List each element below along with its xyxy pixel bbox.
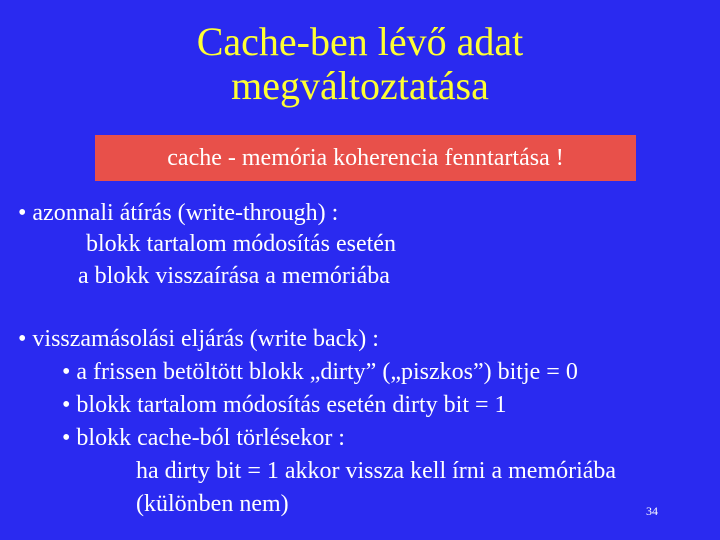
bullet: •	[62, 425, 71, 451]
section2-heading-text: visszamásolási eljárás (write back) :	[32, 326, 379, 352]
section1-heading-text: azonnali átírás (write-through) :	[32, 200, 339, 226]
page-number: 34	[646, 504, 658, 518]
section2-item1	[62, 358, 578, 386]
section2-item2	[62, 391, 507, 419]
title-line-2: megváltoztatása	[231, 63, 489, 108]
section1-heading	[18, 199, 338, 227]
bullet: •	[18, 200, 27, 226]
bullet: •	[62, 392, 71, 418]
section2-sub1: ha dirty bit = 1 akkor vissza kell írni a memóriába	[136, 458, 617, 484]
title-line-1: Cache-ben lévő adat	[196, 19, 524, 64]
section2-item1-text: a frissen betöltött blokk „dirty” („piszkos”) bitje = 0	[76, 359, 578, 385]
highlight-banner: cache - memória koherencia fenntartása !	[95, 135, 636, 181]
section2-heading	[18, 325, 379, 353]
bullet: •	[18, 326, 27, 352]
section2-item3-text: blokk cache-ból törlésekor :	[76, 425, 345, 451]
section2-item3	[62, 424, 345, 452]
section1-line1: blokk tartalom módosítás esetén	[86, 231, 396, 257]
bullet: •	[62, 359, 71, 385]
slide-title	[0, 20, 720, 108]
section2-sub2: (különben nem)	[136, 491, 289, 517]
section1-line2: a blokk visszaírása a memóriába	[78, 263, 390, 289]
section2-item2-text: blokk tartalom módosítás esetén dirty bit = 1	[76, 392, 507, 418]
